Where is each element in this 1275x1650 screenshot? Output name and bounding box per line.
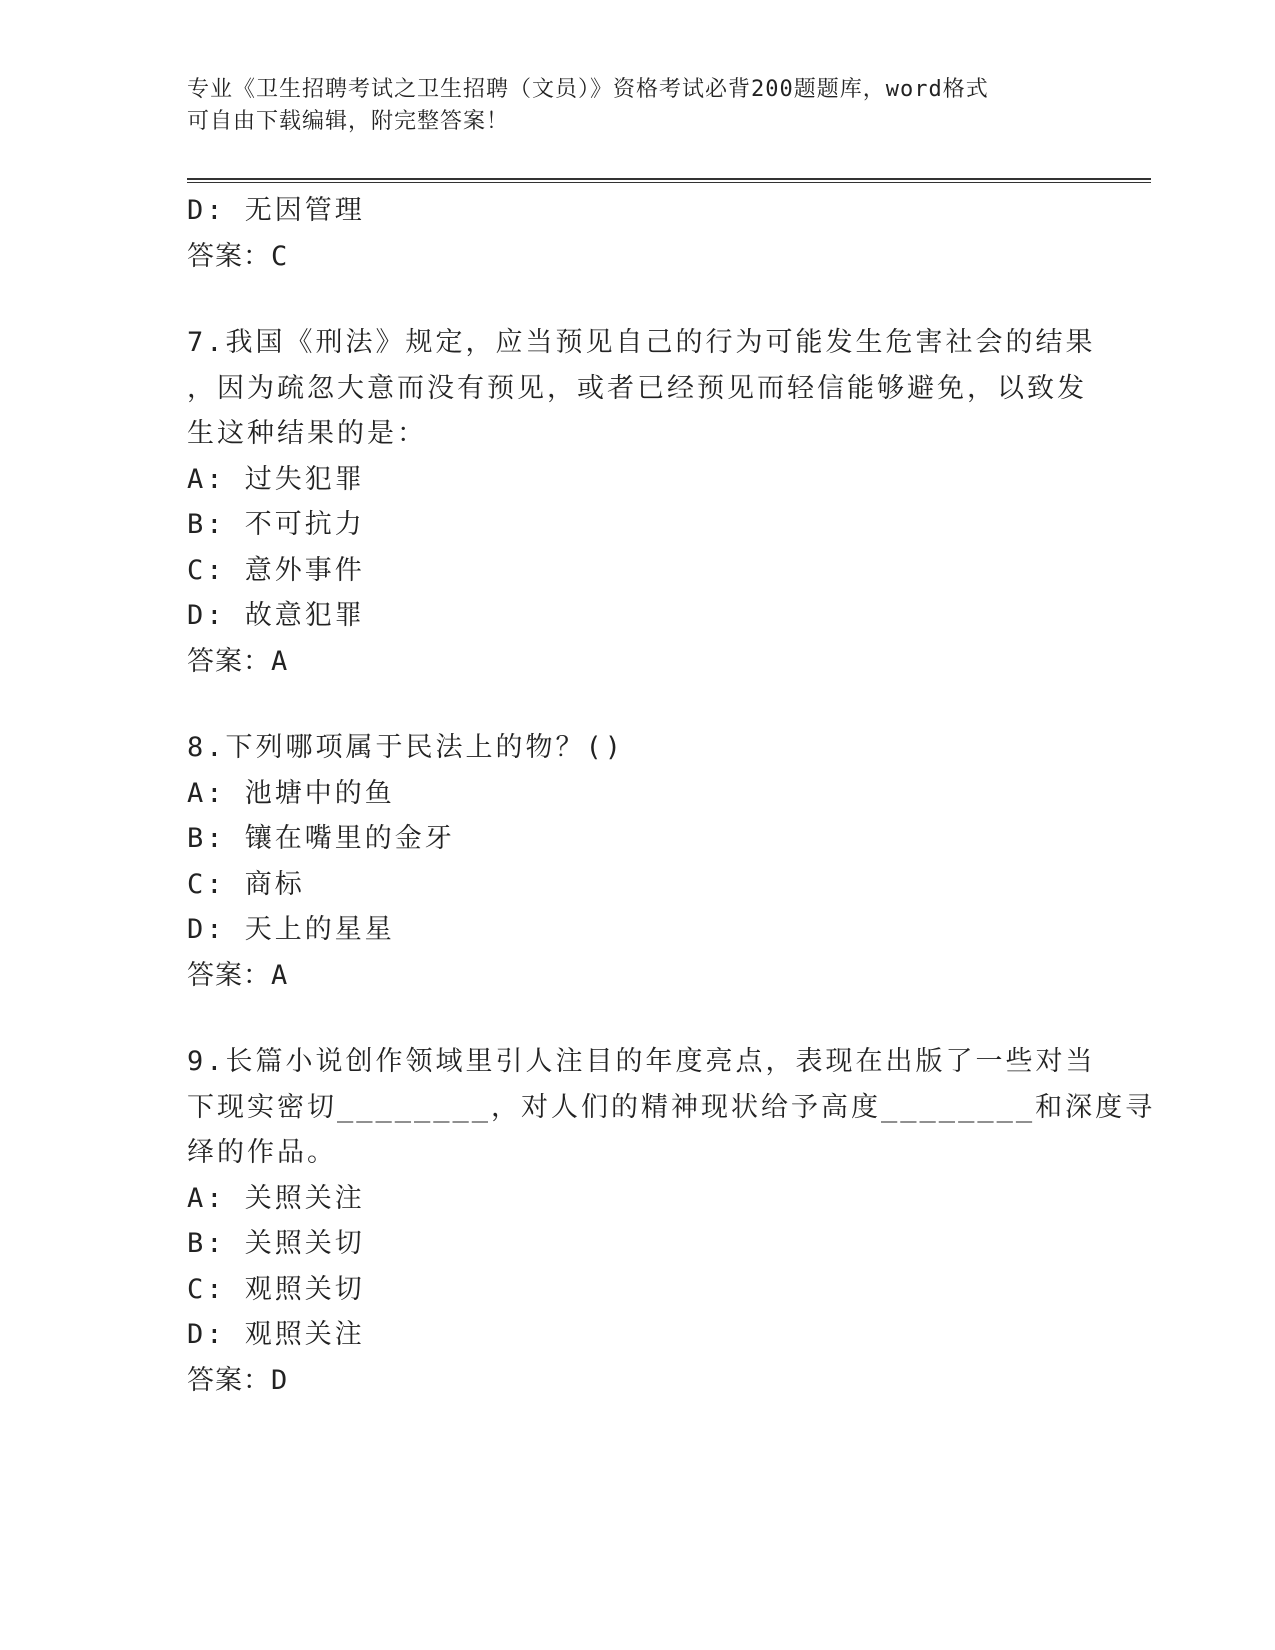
option-c: C: 观照关切 xyxy=(187,1273,365,1305)
answer-label: 答案： xyxy=(187,959,271,991)
question-text-line: ，因为疏忽大意而没有预见，或者已经预见而轻信能够避免，以致发 xyxy=(187,372,1087,404)
option-d: D: 观照关注 xyxy=(187,1319,365,1350)
question-7 xyxy=(187,320,1096,684)
option-b: B: 关照关切 xyxy=(187,1228,365,1259)
option-d: D: 天上的星星 xyxy=(187,914,395,945)
option-b: B: 镶在嘴里的金牙 xyxy=(187,823,455,854)
spacer xyxy=(187,684,1067,725)
option-b: B: 不可抗力 xyxy=(187,509,365,540)
answer-label: 答案： xyxy=(187,645,271,677)
answer-line xyxy=(187,1358,1067,1404)
answer-line xyxy=(187,639,1067,685)
question-text-line: 9.长篇小说创作领域里引人注目的年度亮点，表现在出版了一些对当 xyxy=(187,1046,1096,1077)
question-text-line: 7.我国《刑法》规定，应当预见自己的行为可能发生危害社会的结果 xyxy=(187,327,1096,358)
header-title-line-1: 专业《卫生招聘考试之卫生招聘（文员）》资格考试必背200题题库，word格式 xyxy=(187,77,989,102)
option-d: D: 故意犯罪 xyxy=(187,600,365,631)
header-divider xyxy=(187,178,1151,183)
answer-line xyxy=(187,953,1067,999)
question-text-line: 绎的作品。 xyxy=(187,1137,337,1168)
answer-line xyxy=(187,234,1067,280)
answer-value: A xyxy=(271,959,289,991)
option-a: A: 过失犯罪 xyxy=(187,463,365,495)
option-a: A: 关照关注 xyxy=(187,1182,365,1214)
option-d: D: 无因管理 xyxy=(187,195,365,226)
answer-value: A xyxy=(271,645,289,677)
option-a: A: 池塘中的鱼 xyxy=(187,777,395,809)
question-text-line: 生这种结果的是： xyxy=(187,418,427,449)
continued-question xyxy=(187,188,1067,279)
spacer xyxy=(187,998,1067,1039)
answer-label: 答案： xyxy=(187,240,271,272)
question-text-line: 8.下列哪项属于民法上的物？() xyxy=(187,732,625,763)
spacer xyxy=(187,279,1067,320)
question-text-line: 下现实密切________，对人们的精神现状给予高度________和深度寻 xyxy=(187,1091,1156,1123)
header-title-line-2: 可自由下载编辑，附完整答案！ xyxy=(187,109,510,134)
option-c: C: 商标 xyxy=(187,868,305,900)
question-8 xyxy=(187,725,1067,998)
answer-label: 答案： xyxy=(187,1364,271,1396)
question-list xyxy=(187,188,1156,1403)
page-header xyxy=(187,74,1067,138)
option-c: C: 意外事件 xyxy=(187,554,365,586)
answer-value: D xyxy=(271,1364,289,1396)
answer-value: C xyxy=(271,240,289,272)
question-9 xyxy=(187,1039,1156,1403)
